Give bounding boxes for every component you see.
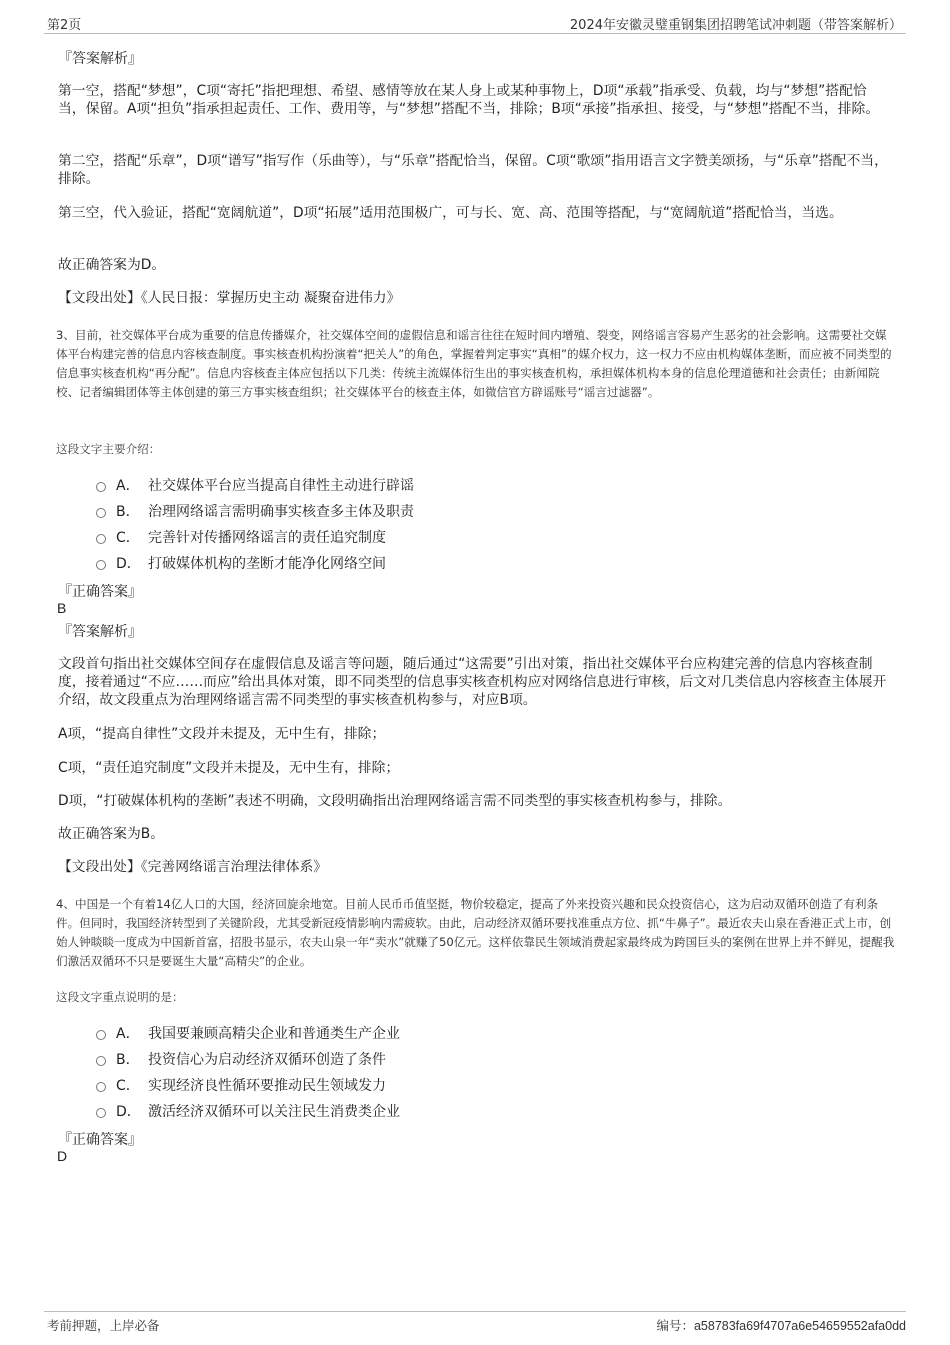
q4-answer: D [57, 1148, 68, 1164]
q4-option-d[interactable]: D． 激活经济双循环可以关注民生消费类企业 [96, 1101, 400, 1121]
q4-stem: 4、中国是一个有着14亿人口的大国，经济回旋余地宽。目前人民币币值坚挺，物价较稳定，提高了外来投资兴趣和民众投资信心，这为启动双循环创造了有利条件。但同时，我国经济转型到了关键阶段，尤其受新冠疫情影响内需疲软。由此，启动经济双循环要找准重点方位、抓“牛鼻子”。最近农夫山泉在香港正式上市，创始人钟睒睒一度成为中国新首富，招股书显示，农夫山泉一年“卖水”就赚了50亿元。这样依靠民生领域消费起家最终成为跨国巨头的案例在世界上并不鲜见，提醒我们激活双循环不只是要诞生大量“高精尖”的企业。 [56, 897, 895, 968]
q3-option-d[interactable]: D． 打破媒体机构的垄断才能净化网络空间 [96, 553, 386, 573]
radio-icon[interactable] [96, 560, 106, 570]
q3-answer: B [57, 600, 67, 616]
q3-analysis-para-2: A项，“提高自律性”文段并未提及，无中生有，排除； [58, 726, 386, 742]
q4-prompt: 这段文字重点说明的是： [56, 990, 184, 1004]
radio-icon[interactable] [96, 508, 106, 518]
radio-icon[interactable] [96, 534, 106, 544]
q3-conclusion: 故正确答案为B。 [58, 826, 165, 842]
q4-option-b[interactable]: B． 投资信心为启动经济双循环创造了条件 [96, 1049, 386, 1069]
footer-slogan: 考前押题，上岸必备 [47, 1318, 160, 1333]
page-number: 第2页 [47, 18, 82, 33]
q4-option-a[interactable]: A． 我国要兼顾高精尖企业和普通类生产企业 [96, 1023, 400, 1043]
q2-analysis-para-1: 第一空，搭配“梦想”，C项“寄托”指把理想、希望、感情等放在某人身上或某种事物上，D项“承载”指承受、负载，均与“梦想”搭配恰当，保留。A项“担负”指承担起责任、工作、费用等，与“梦想”搭配不当，排除；B项“承接”指承担、接受，与“梦想”搭配不当，排除。 [58, 83, 880, 117]
q3-answer-label: 『正确答案』 [58, 584, 142, 600]
radio-icon[interactable] [96, 482, 106, 492]
q3-source: 【文段出处】《完善网络谣言治理法律体系》 [58, 859, 328, 875]
document-title: 2024年安徽灵璧重钢集团招聘笔试冲刺题（带答案解析） [569, 18, 902, 33]
q2-source: 【文段出处】《人民日报：掌握历史主动 凝聚奋进伟力》 [58, 290, 401, 306]
page-footer [44, 1311, 906, 1336]
q3-analysis-para-1: 文段首句指出社交媒体空间存在虚假信息及谣言等问题，随后通过“这需要”引出对策，指出社交媒体平台应构建完善的信息内容核查制度，接着通过“不应……而应”给出具体对策，即不同类型的信息事实核查机构应对网络信息进行审核，后文对几类信息内容核查主体展开介绍，故文段重点为治理网络谣言需不同类型的事实核查机构参与，对应B项。 [58, 656, 887, 708]
q3-option-a[interactable]: A． 社交媒体平台应当提高自律性主动进行辟谣 [96, 475, 414, 495]
q3-analysis-para-4: D项，“打破媒体机构的垄断”表述不明确，文段明确指出治理网络谣言需不同类型的事实核查机构参与，排除。 [58, 793, 732, 809]
page-header [44, 11, 906, 34]
radio-icon[interactable] [96, 1108, 106, 1118]
q3-analysis-label: 『答案解析』 [58, 624, 142, 640]
q4-option-c[interactable]: C． 实现经济良性循环要推动民生领域发力 [96, 1075, 386, 1095]
q4-answer-label: 『正确答案』 [58, 1132, 142, 1148]
q2-analysis-para-3: 第三空，代入验证，搭配“宽阔航道”，D项“拓展”适用范围极广，可与长、宽、高、范围等搭配，与“宽阔航道”搭配恰当，当选。 [58, 205, 843, 221]
q2-analysis-label: 『答案解析』 [58, 51, 142, 67]
radio-icon[interactable] [96, 1030, 106, 1040]
q2-conclusion: 故正确答案为D。 [58, 257, 166, 273]
q3-option-c[interactable]: C． 完善针对传播网络谣言的责任追究制度 [96, 527, 386, 547]
radio-icon[interactable] [96, 1056, 106, 1066]
q3-analysis-para-3: C项，“责任追究制度”文段并未提及，无中生有，排除； [58, 760, 400, 776]
document-id: 编号：a58783fa69f4707a6e54659552afa0dd [656, 1319, 906, 1333]
q3-stem: 3、目前，社交媒体平台成为重要的信息传播媒介，社交媒体空间的虚假信息和谣言往往在短时间内增殖、裂变，网络谣言容易产生恶劣的社会影响。这需要社交媒体平台构建完善的信息内容核查制度。事实核查机构扮演着“把关人”的角色，掌握着判定事实“真相”的媒介权力，这一权力不应由机构媒体垄断，而应被不同类型的信息事实核查机构“再分配”。信息内容核查主体应包括以下几类：传统主流媒体衍生出的事实核查机构，承担媒体机构本身的信息伦理道德和社会责任；由新闻院校、记者编辑团体等主体创建的第三方事实核查组织；社交媒体平台的核查主体，如微信官方辟谣账号“谣言过滤器”。 [56, 328, 892, 399]
q3-option-b[interactable]: B． 治理网络谣言需明确事实核查多主体及职责 [96, 501, 414, 521]
q2-analysis-para-2: 第二空，搭配“乐章”，D项“谱写”指写作（乐曲等），与“乐章”搭配恰当，保留。C项“歌颂”指用语言文字赞美颂扬，与“乐章”搭配不当，排除。 [58, 153, 888, 187]
q3-prompt: 这段文字主要介绍： [56, 442, 161, 456]
radio-icon[interactable] [96, 1082, 106, 1092]
